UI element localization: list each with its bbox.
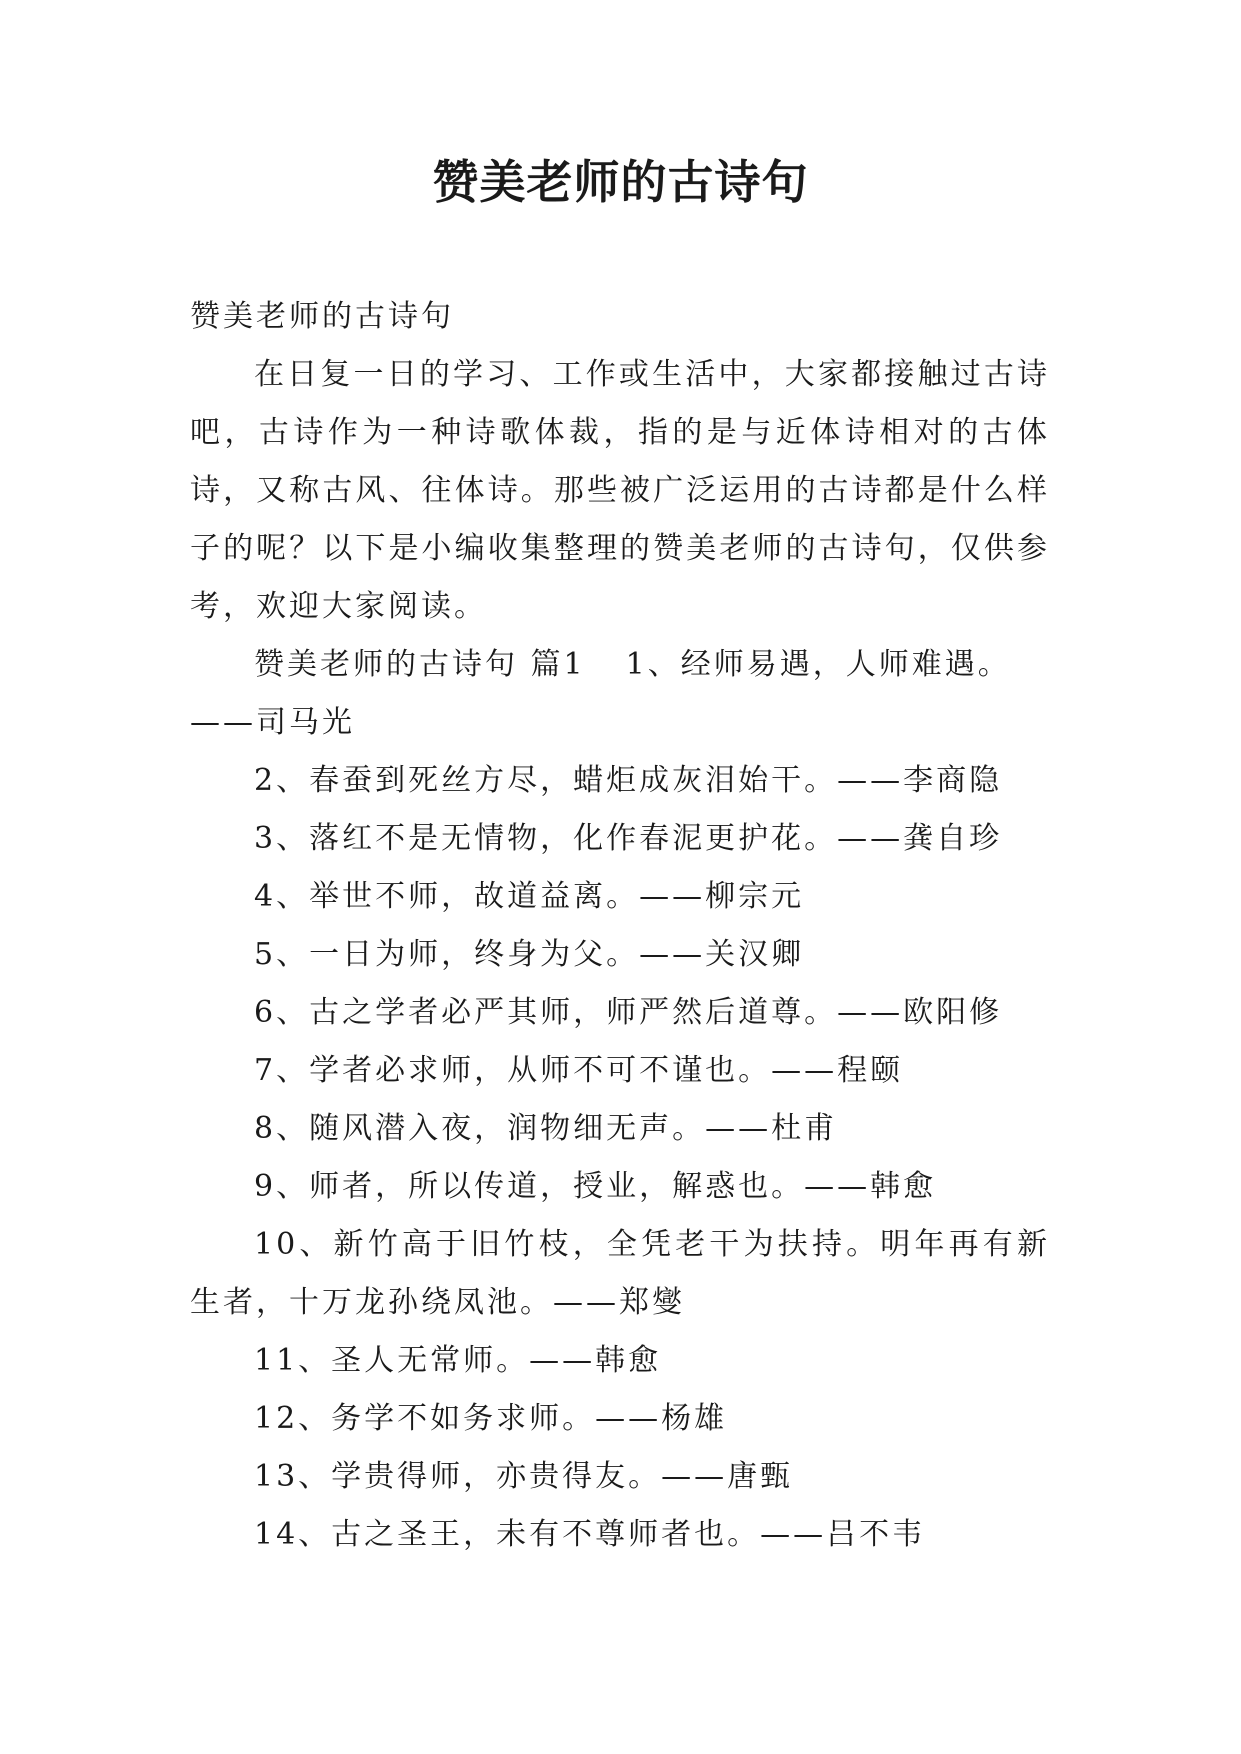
quote-8: 8、随风潜入夜，润物细无声。——杜甫 <box>254 1111 838 1146</box>
quote-11: 11、圣人无常师。——韩愈 <box>254 1343 662 1378</box>
quote-9: 9、师者，所以传道，授业，解惑也。——韩愈 <box>254 1169 937 1204</box>
quote-13: 13、学贵得师，亦贵得友。——唐甄 <box>254 1459 794 1494</box>
quote-6: 6、古之学者必严其师，师严然后道尊。——欧阳修 <box>254 995 1003 1030</box>
document-body <box>190 288 1050 1564</box>
section-heading: 赞美老师的古诗句 篇1 <box>254 647 586 682</box>
quote-5: 5、一日为师，终身为父。——关汉卿 <box>254 937 805 972</box>
quote-4: 4、举世不师，故道益离。——柳宗元 <box>254 879 805 914</box>
quote-7: 7、学者必求师，从师不可不谨也。——程颐 <box>254 1053 904 1088</box>
quote-10: 10、新竹高于旧竹枝，全凭老干为扶持。明年再有新生者，十万龙孙绕凤池。——郑燮 <box>190 1227 1050 1320</box>
quote-12: 12、务学不如务求师。——杨雄 <box>254 1401 728 1436</box>
quote-3: 3、落红不是无情物，化作春泥更护花。——龚自珍 <box>254 821 1003 856</box>
quote-1: 1、经师易遇，人师难遇。——司马光 <box>190 647 1011 740</box>
section-first-line <box>190 636 1050 752</box>
quote-14: 14、古之圣王，未有不尊师者也。——吕不韦 <box>254 1517 926 1552</box>
quote-2: 2、春蚕到死丝方尽，蜡炬成灰泪始干。——李商隐 <box>254 763 1003 798</box>
document-title: 赞美老师的古诗句 <box>432 155 809 209</box>
intro-paragraph: 在日复一日的学习、工作或生活中，大家都接触过古诗吧，古诗作为一种诗歌体裁，指的是与近体诗相对的古体诗，又称古风、往体诗。那些被广泛运用的古诗都是什么样子的呢？以下是小编收集整理的赞美老师的古诗句，仅供参考，欢迎大家阅读。 <box>190 357 1050 624</box>
document-subtitle: 赞美老师的古诗句 <box>190 299 454 334</box>
